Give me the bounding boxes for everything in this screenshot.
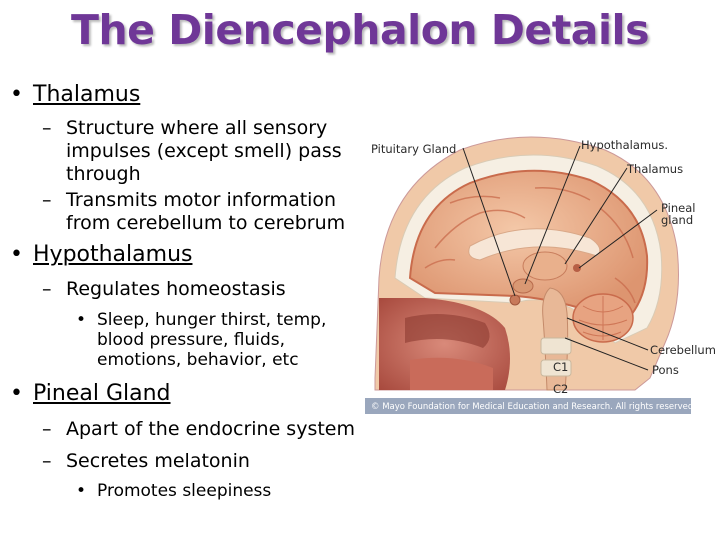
bullet-dash: – — [42, 117, 52, 139]
pineal-subpoint: Promotes sleepiness — [97, 481, 272, 501]
text-line: Transmits motor information — [66, 189, 337, 211]
bullet-dash: – — [42, 418, 52, 440]
bullet-dot: • — [10, 82, 23, 107]
label-c1: C1 — [553, 360, 569, 374]
heading-hypothalamus — [33, 242, 192, 268]
label-cerebellum: Cerebellum — [650, 343, 716, 357]
label-hypothalamus: Hypothalamus. — [581, 138, 669, 152]
heading-hypothalamus-text: Hypothalamus — [33, 242, 193, 267]
heading-thalamus — [33, 82, 140, 108]
label-pineal-line1: Pineal — [661, 201, 696, 215]
bullet-dash: – — [42, 278, 52, 300]
text-line: through — [66, 163, 141, 185]
brain-diagram — [365, 128, 716, 416]
label-pineal-line2: gland — [661, 213, 694, 227]
credit-text: © Mayo Foundation for Medical Education and Research. All rights reserved. — [371, 402, 696, 412]
heading-thalamus-text: Thalamus — [33, 82, 141, 107]
text-line: blood pressure, fluids, — [97, 330, 286, 350]
pineal-point-1: Apart of the endocrine system — [66, 418, 355, 440]
heading-pineal — [33, 381, 171, 407]
bullet-dot: • — [76, 310, 87, 330]
text-line: from cerebellum to cerebrum — [66, 212, 346, 234]
slide-title: The Diencephalon Details — [71, 6, 649, 54]
label-c2: C2 — [553, 382, 569, 396]
label-pons: Pons — [652, 363, 679, 377]
bullet-dash: – — [42, 189, 52, 211]
text-line: Sleep, hunger thirst, temp, — [97, 310, 327, 330]
bullet-dot: • — [10, 381, 23, 406]
hypothalamus-point-1: Regulates homeostasis — [66, 278, 286, 300]
thalamus-point-1 — [66, 117, 342, 186]
bullet-dot: • — [10, 242, 23, 267]
hypothalamus-subpoint — [97, 310, 326, 370]
bullet-dot: • — [76, 481, 87, 501]
bullet-dash: – — [42, 450, 52, 472]
thalamus-point-2 — [66, 189, 345, 235]
pineal-point-2: Secretes melatonin — [66, 450, 250, 472]
text-line: Structure where all sensory — [66, 117, 328, 139]
label-pituitary: Pituitary Gland — [371, 142, 457, 156]
text-line: emotions, behavior, etc — [97, 350, 299, 370]
label-thalamus: Thalamus — [627, 162, 684, 176]
heading-pineal-text: Pineal Gland — [33, 381, 171, 406]
brain-illustration — [365, 128, 716, 416]
text-line: impulses (except smell) pass — [66, 140, 342, 162]
